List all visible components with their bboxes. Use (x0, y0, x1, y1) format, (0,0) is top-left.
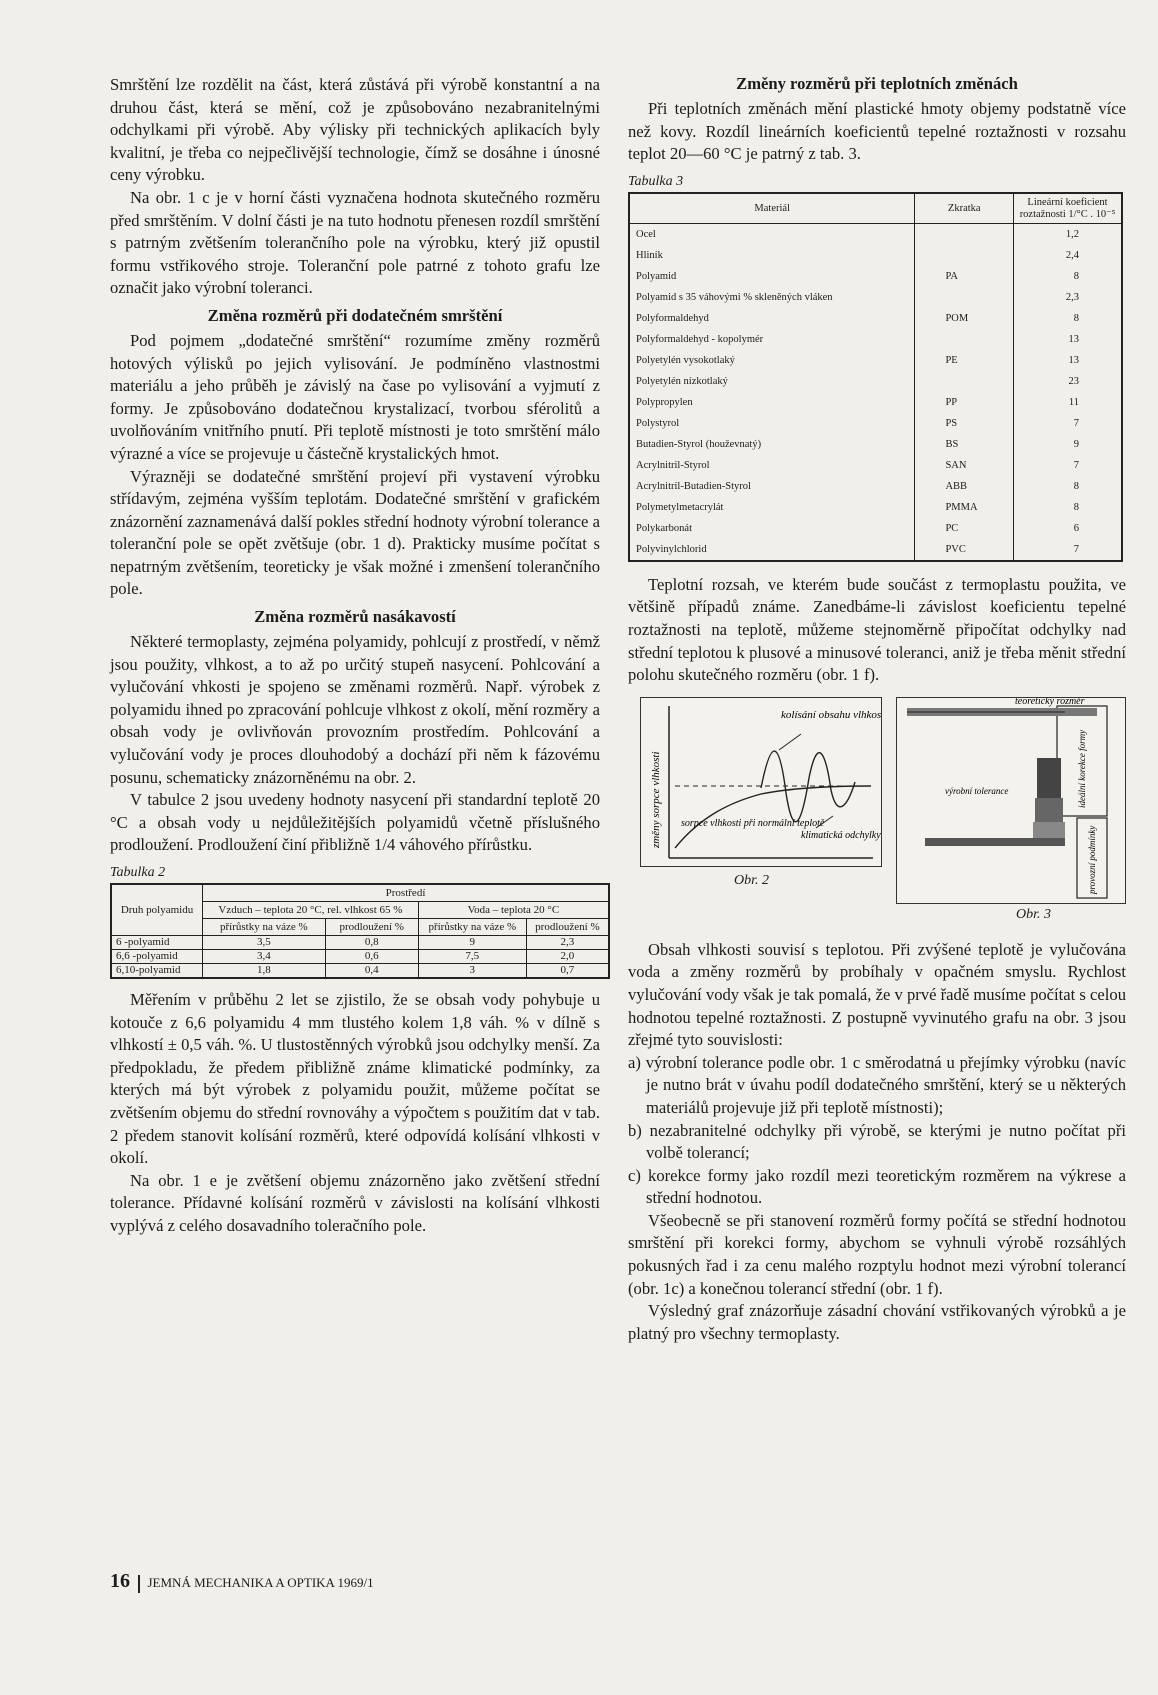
table-row (629, 392, 1122, 413)
table-cell: PA (915, 266, 1014, 287)
table-row (629, 308, 1122, 329)
paragraph: Výrazněji se dodatečné smrštění projeví při vystavení výrobku střídavým, zejména vyšším teplotám. Dodatečné smrštění v grafickém znázornění zaznamenává další pokles střední hodnoty výrobní tolerance a toleranční pole se opět zvětšuje (obr. 1 d). Prakticky musíme počítat s nepatrným zvětšením, teoreticky je však možné i zmenšení tolerančního pole. (110, 466, 600, 599)
section-heading: Změny rozměrů při teplotních změnách (736, 74, 1018, 93)
table-header: přírůstky na váze % (203, 919, 326, 936)
paragraph: Měřením v průběhu 2 let se zjistilo, že se obsah vody pohybuje u kotouče z 6,6 polyamidu 4 mm tlustého kolem 1,8 váh. % v dílně s vlhkostí ± 0,5 váh. %. U tlustostěnných výrobků jsou odchylky menší. Za předpokladu, že předem přibližně známe klimatické podmínky, za kterých má být výrobek z polyamidu použit, můžeme počítat se zvětšením objemu do střední rovnováhy a výpočtem s použitím dat v tab. 2 předem stanovit kolísání rozměrů, které odpovídá kolísání vlhkosti v okolí. (110, 990, 600, 1168)
table-cell: Polystyrol (629, 413, 915, 434)
table-header: přírůstky na váze % (418, 919, 526, 936)
table-cell: 3,4 (203, 950, 326, 964)
table-header: Prostředí (203, 884, 609, 902)
table-header: Druh polyamidu (111, 884, 203, 936)
section-heading: Změna rozměrů při dodatečném smrštění (207, 305, 503, 325)
table-cell: Ocel (629, 223, 915, 245)
table-cell: 3,5 (203, 936, 326, 950)
table-header: Vzduch – teplota 20 °C, rel. vlhkost 65 % (203, 902, 419, 919)
table-cell: 2,3 (1014, 287, 1122, 308)
figure-2-ylabel: změny sorpce vlhkosti (650, 751, 662, 848)
table-cell: PE (915, 350, 1014, 371)
table-header: Materiál (629, 193, 915, 224)
page-footer (110, 1570, 374, 1593)
figure-3-label-vyr: výrobní tolerance (945, 785, 1009, 796)
table-cell: 3 (418, 964, 526, 979)
table-row (629, 245, 1122, 266)
table-cell: Acrylnitril-Butadien-Styrol (629, 476, 915, 497)
figure-2-graph (641, 698, 881, 866)
table-cell: 13 (1014, 329, 1122, 350)
table-cell: 7 (1014, 539, 1122, 561)
table-cell: 6 -polyamid (111, 936, 203, 950)
paragraph: Výsledný graf znázorňuje zásadní chování vstřikovaných výrobků a je platný pro všechny termoplasty. (628, 1301, 1126, 1343)
table-header: prodloužení % (325, 919, 418, 936)
list-item: a) výrobní tolerance podle obr. 1 c směrodatná u přejímky výrobku (navíc je nutno brát v úvahu podíl dodatečného smrštění, který se u některých materiálů projevuje již při teplotě místnosti); (628, 1052, 1126, 1117)
paragraph: Obsah vlhkosti souvisí s teplotou. Při zvýšené teplotě je vylučována voda a změny rozměrů by probíhaly v opačném smyslu. Rychlost vylučování vody však je tak pomalá, že v prvé řadě musíme počítat s celou hodnotou tepelné roztažnosti. Z postupně vyvinutého grafu na obr. 3 jsou zřejmé tyto souvislosti: (628, 939, 1126, 1050)
table-cell: 11 (1014, 392, 1122, 413)
table-cell: PS (915, 413, 1014, 434)
table-cell: PMMA (915, 497, 1014, 518)
table-row (629, 329, 1122, 350)
table-row (629, 476, 1122, 497)
table-cell: 7 (1014, 455, 1122, 476)
table-header: Lineární koeficient roztažnosti 1/°C . 10⁻⁵ (1014, 193, 1122, 224)
table-header: Voda – teplota 20 °C (418, 902, 609, 919)
table-cell: 8 (1014, 308, 1122, 329)
table-cell: 8 (1014, 266, 1122, 287)
table-cell: SAN (915, 455, 1014, 476)
table-cell: Polyvinylchlorid (629, 539, 915, 561)
figure-3-label-top: teoretický rozměr (1015, 697, 1085, 707)
table-cell: PC (915, 518, 1014, 539)
figure-2-label-top: kolísání obsahu vlhkosti (781, 708, 881, 721)
figure-2-caption: Obr. 2 (734, 872, 770, 888)
figure-2-label-klim: klimatická odchylky (801, 829, 881, 841)
table-cell: PVC (915, 539, 1014, 561)
table-cell (915, 371, 1014, 392)
table-cell: 1,2 (1014, 223, 1122, 245)
figure-3-graph (897, 698, 1125, 903)
table-header: Zkratka (915, 193, 1014, 224)
table-cell: Polyformaldehyd - kopolymér (629, 329, 915, 350)
table-cell: 7,5 (418, 950, 526, 964)
table-cell: Acrylnitril-Styrol (629, 455, 915, 476)
table-cell: Polypropylen (629, 392, 915, 413)
table-cell: ABB (915, 476, 1014, 497)
table-cell: 13 (1014, 350, 1122, 371)
left-column (110, 74, 600, 1238)
table-cell: 8 (1014, 476, 1122, 497)
section-heading: Změna rozměrů nasákavostí (254, 607, 456, 627)
table-cell: Polyamid s 35 váhovými % skleněných vláken (629, 287, 915, 308)
table-row (111, 950, 609, 964)
table-cell: 9 (1014, 434, 1122, 455)
list-item: b) nezabranitelné odchylky při výrobě, se kterými je nutno počítat při volbě tolerancí; (628, 1120, 1126, 1163)
table-cell (915, 223, 1014, 245)
table-header: prodloužení % (526, 919, 609, 936)
table-caption: Tabulka 2 (110, 865, 166, 880)
table-cell: 6 (1014, 518, 1122, 539)
table-cell: 8 (1014, 497, 1122, 518)
table-cell: 7 (1014, 413, 1122, 434)
table-cell: POM (915, 308, 1014, 329)
table-cell: Polyetylén nízkotlaký (629, 371, 915, 392)
footer-divider (138, 1575, 140, 1593)
paragraph: Všeobecně se při stanovení rozměrů formy počítá se střední hodnotou smrštění při korekci formy, abychom se vyhnuli výrobě rozsáhlých pokusných řad i za cenu malého rozptylu hodnot mezi výrobní tolerancí (obr. 1c) a konečnou tolerancí střední (obr. 1 f). (628, 1210, 1126, 1298)
table-row (629, 497, 1122, 518)
paragraph: Při teplotních změnách mění plastické hmoty objemy podstatně více než kovy. Rozdíl lineárních koeficientů tepelné roztažnosti v rozsahu teplot 20—60 °C je patrný z tab. 3. (628, 99, 1126, 164)
figure-3 (896, 697, 1126, 904)
table-caption: Tabulka 3 (628, 173, 684, 189)
table-row (629, 434, 1122, 455)
table-cell (915, 245, 1014, 266)
table-cell: Polymetylmetacrylát (629, 497, 915, 518)
journal-name: JEMNÁ MECHANIKA A OPTIKA 1969/1 (147, 1575, 374, 1590)
page-number: 16 (110, 1570, 130, 1592)
table-row (629, 266, 1122, 287)
paragraph: Teplotní rozsah, ve kterém bude součást z termoplastu použita, ve většině případů známe. Zanedbáme-li závislost koeficientu tepelné roztažnosti na teplotě, můžeme stejnoměrně připočítat odchylky nad střední teplotou k plusové a minusové toleranci, aniž je třeba měnit střední polohu skutečného rozměru (obr. 1 f). (628, 574, 1126, 685)
table-cell: Polyetylén vysokotlaký (629, 350, 915, 371)
paragraph: Na obr. 1 e je zvětšení objemu znázorněno jako zvětšení střední tolerance. Přídavné kolísání rozměrů v závislosti na kolísání vlhkosti vyplývá z celého dosavadního toleračního pole. (110, 1170, 600, 1235)
table-3 (628, 192, 1123, 562)
paragraph: Některé termoplasty, zejména polyamidy, pohlcují z prostředí, v němž jsou použity, vlhkost, a to až po určitý stupeň nasycení. Pohlcování a vylučování vhkosti je spojeno se změnami rozměrů. Např. výrobek z polyamidu ihned po zpracování pohlcuje vlhkost z okolí, mění rozměry a obsah vody je ovlivňován provozním prostředím. Pohlcování a vylučování vody je proces dlouhodobý a dochází při něm k fázovému posunu, schematicky znázorněnému na obr. 2. (110, 632, 600, 787)
right-column (628, 74, 1126, 1345)
table-cell: 1,8 (203, 964, 326, 979)
table-row (629, 371, 1122, 392)
table-cell: 6,10-polyamid (111, 964, 203, 979)
figure-2 (640, 697, 882, 867)
table-row (111, 936, 609, 950)
figure-3-caption: Obr. 3 (1016, 906, 1052, 922)
table-cell: 2,4 (1014, 245, 1122, 266)
figures (628, 697, 1126, 927)
table-cell: Butadien-Styrol (houževnatý) (629, 434, 915, 455)
table-cell: PP (915, 392, 1014, 413)
table-row (629, 518, 1122, 539)
paragraph: Pod pojmem „dodatečné smrštění“ rozumíme změny rozměrů hotových výlisků po jejich vylisování. Je podmíněno vlastnostmi materiálu a jeho průběh je závislý na čase po vylisování a vyjmutí z formy. Je způsobováno dodatečnou krystalizací, tvorbou sférolitů a uvolňováním vnitřního pnutí. Při teplotě místnosti je toto smrštění málo výrazné a více se projevuje u částečně krystalických hmot. (110, 330, 600, 463)
table-cell: Hliník (629, 245, 915, 266)
table-cell: 9 (418, 936, 526, 950)
figure-3-label-korekce: ideální korekce formy (1077, 729, 1087, 808)
table-cell: 0,4 (325, 964, 418, 979)
table-cell: Polykarbonát (629, 518, 915, 539)
table-row (629, 413, 1122, 434)
table-row (629, 287, 1122, 308)
figure-2-label-sorp: sorpce vlhkosti při normální teplotě (681, 817, 825, 829)
table-2 (110, 883, 610, 979)
table-row (629, 223, 1122, 245)
table-cell: 2,3 (526, 936, 609, 950)
table-row (629, 455, 1122, 476)
list (628, 1052, 1126, 1210)
list-item: c) korekce formy jako rozdíl mezi teoretickým rozměrem na výkrese a střední hodnotou. (628, 1165, 1126, 1208)
table-cell: BS (915, 434, 1014, 455)
table-cell: Polyformaldehyd (629, 308, 915, 329)
table-cell: 23 (1014, 371, 1122, 392)
table-cell (915, 287, 1014, 308)
table-cell: 6,6 -polyamid (111, 950, 203, 964)
table-cell: Polyamid (629, 266, 915, 287)
table-cell: 2,0 (526, 950, 609, 964)
table-row (629, 539, 1122, 561)
table-row (111, 964, 609, 979)
paragraph: V tabulce 2 jsou uvedeny hodnoty nasycení při standardní teplotě 20 °C a obsah vody u nejdůležitějších polyamidů včetně příslušného prodloužení. Prodloužení činí přibližně 1/4 váhového přírůstku. (110, 790, 600, 855)
table-cell: 0,7 (526, 964, 609, 979)
paragraph: Smrštění lze rozdělit na část, která zůstává při výrobě konstantní a na druhou část, která se mění, což je způsobováno nezabranitelnými odchylkami při výrobě. Aby výlisky při technických aplikacích byly kvalitní, je třeba co nejpečlivější technologie, čímž se dosáhne i únosné ceny výrobku. (110, 75, 600, 185)
table-cell: 0,8 (325, 936, 418, 950)
paragraph: Na obr. 1 c je v horní části vyznačena hodnota skutečného rozměru před smrštěním. V dolní části je na tuto hodnotu přenesen rozdíl smrštění s patrným zvětšením tolerančního pole na výrobku, který již opustil formu vstřikového stroje. Toleranční pole patrné z tohoto grafu lze označit jako výrobní toleranci. (110, 187, 600, 298)
figure-3-label-prov: provozní podmínky (1087, 825, 1097, 894)
table-cell: 0,6 (325, 950, 418, 964)
table-cell (915, 329, 1014, 350)
table-row (629, 350, 1122, 371)
